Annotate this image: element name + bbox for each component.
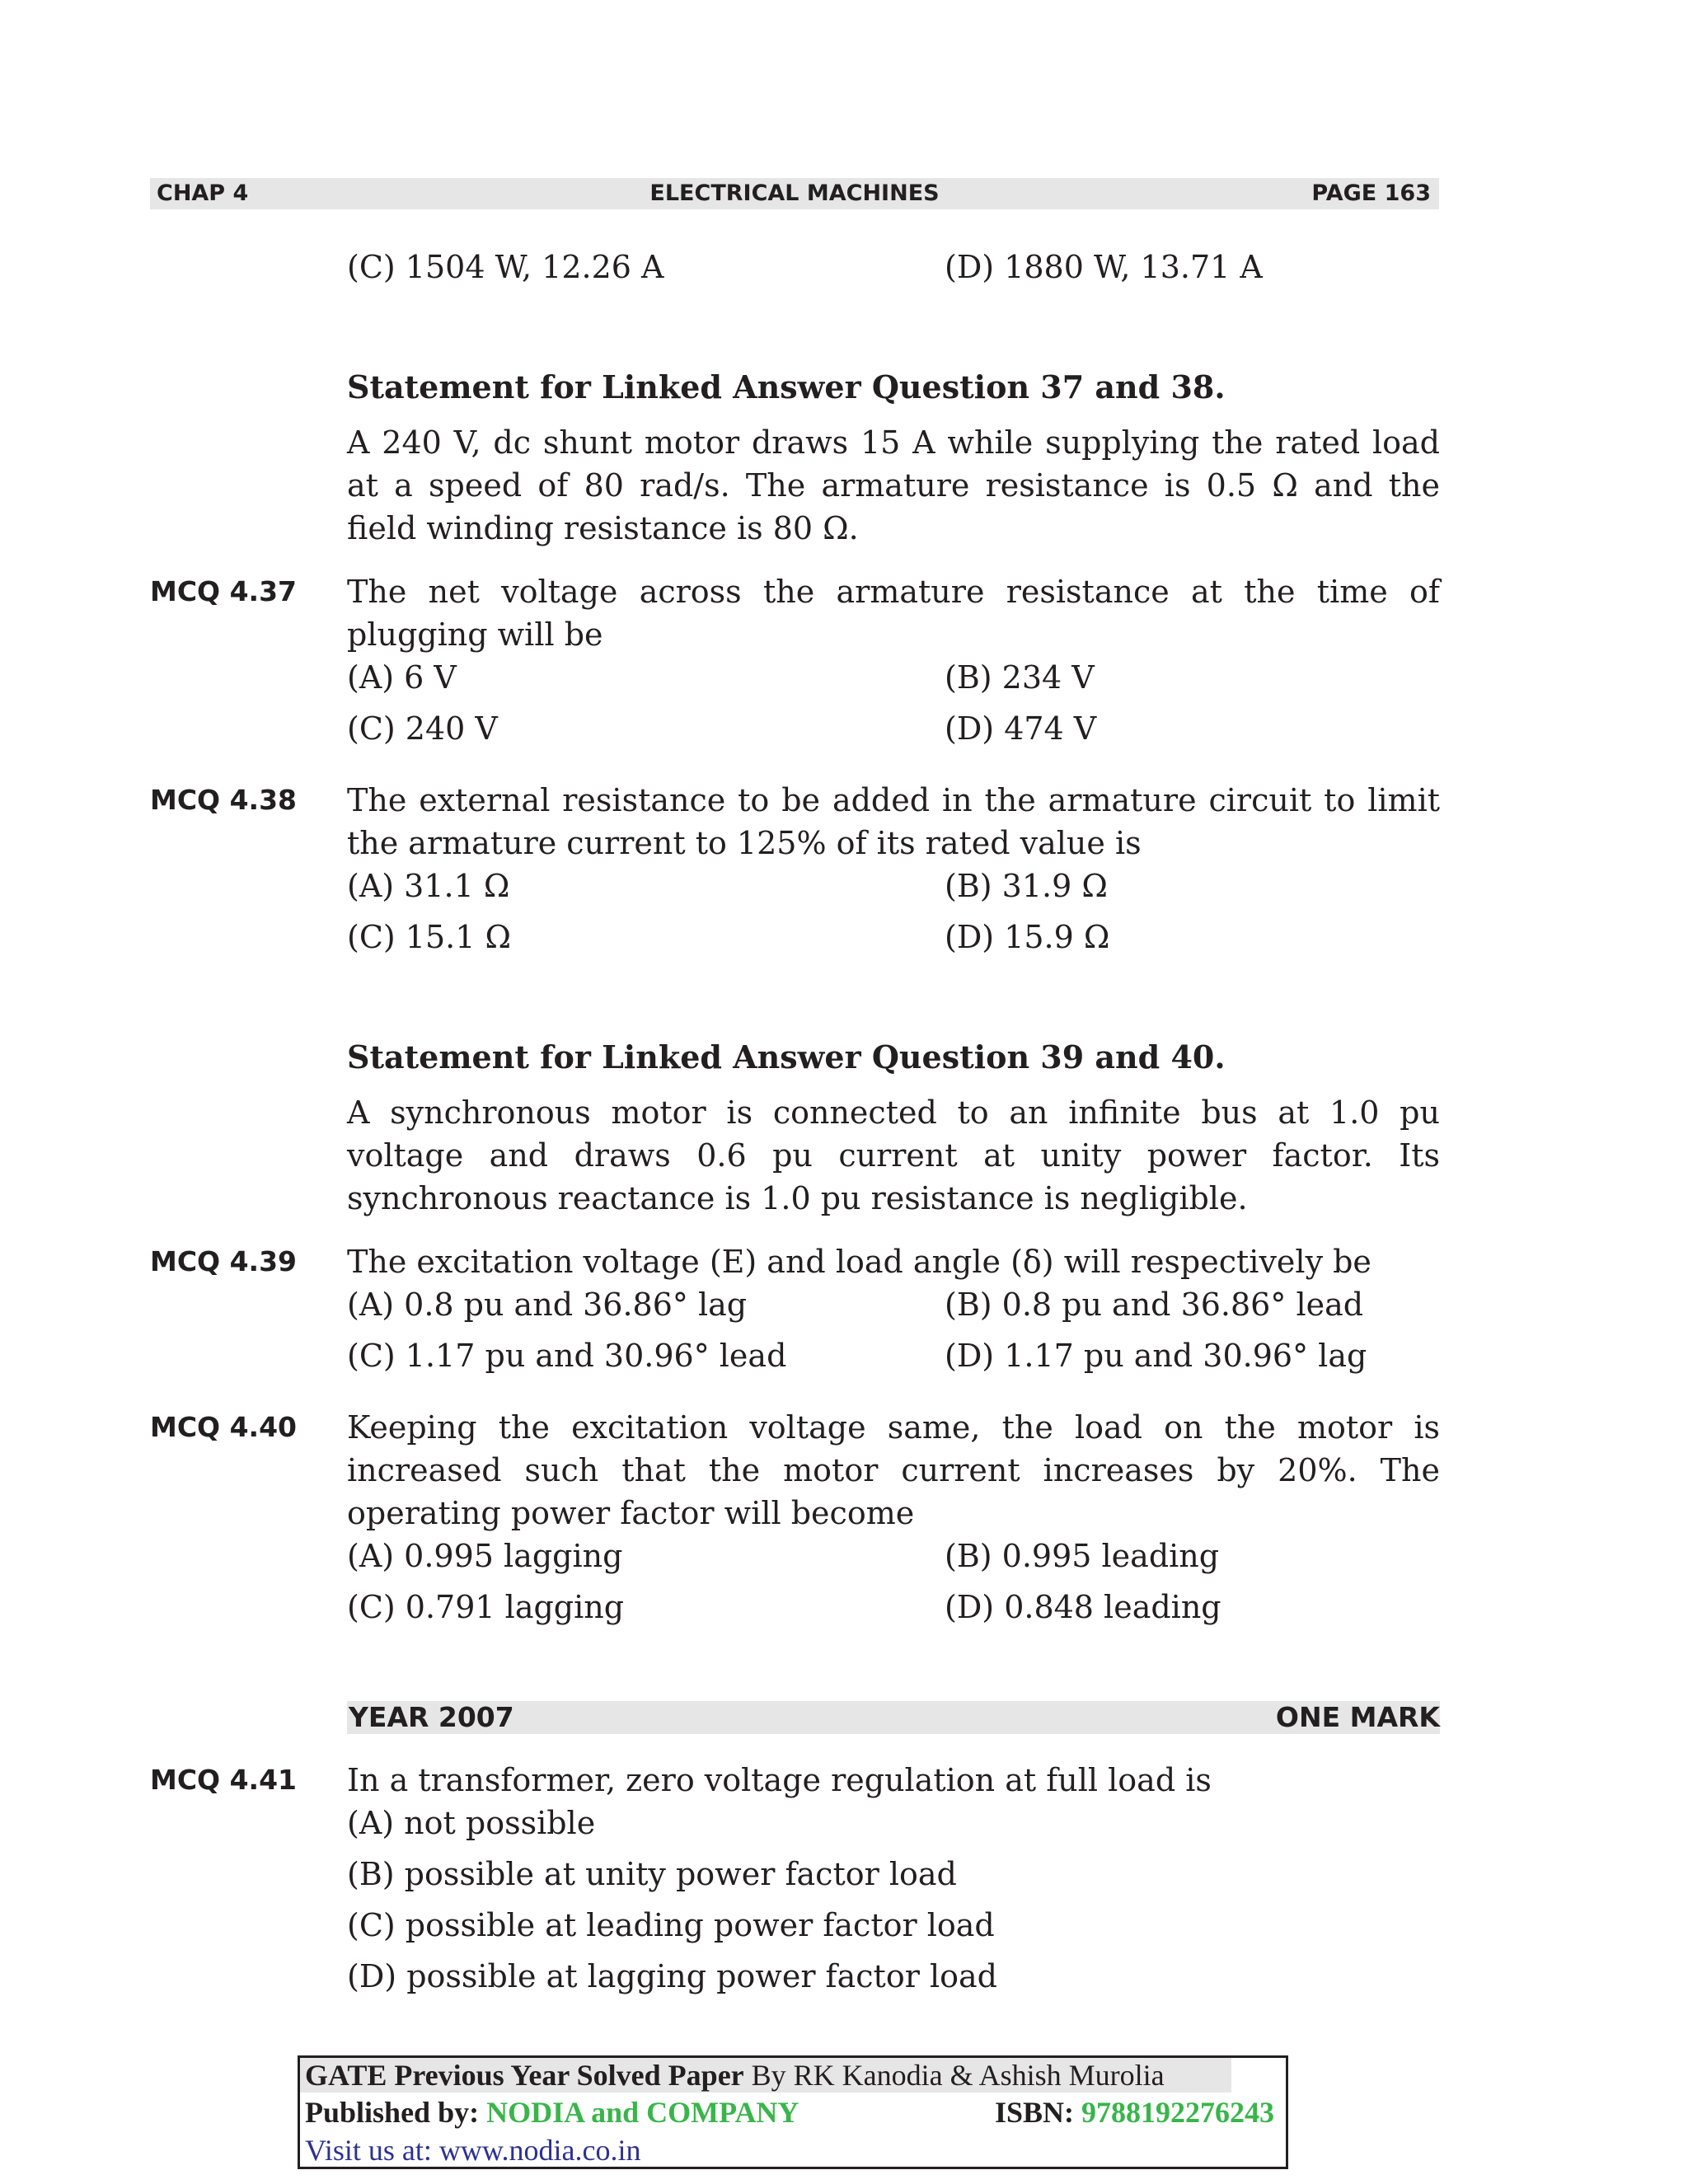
question-text: The net voltage across the armature resistance at the time of plugging will be — [347, 574, 1440, 653]
option-c: (C) 240 V — [347, 710, 498, 747]
option-d: (D) 1.17 pu and 30.96° lag — [945, 1338, 1367, 1374]
option-a: (A) 31.1 Ω — [347, 868, 510, 904]
prev-option-d: (D) 1880 W, 13.71 A — [945, 249, 1263, 285]
statement-text-39-40: A synchronous motor is connected to an infinite bus at 1.0 pu voltage and draws 0.6 pu current at unity power factor. Its synchronous reactance is 1.0 pu resistance is negligible. — [347, 1094, 1440, 1216]
option-b: (B) possible at unity power factor load — [347, 1856, 957, 1892]
publisher-footer — [298, 2055, 1288, 2169]
option-a: (A) not possible — [347, 1805, 596, 1841]
header-page-number: PAGE 163 — [1311, 180, 1431, 206]
question-text: The external resistance to be added in the armature circuit to limit the armature current to 125% of its rated value is — [347, 782, 1440, 861]
option-d: (D) 0.848 leading — [945, 1589, 1221, 1625]
footer-website-link[interactable]: Visit us at: www.nodia.co.in — [305, 2134, 641, 2167]
option-b: (B) 0.995 leading — [945, 1538, 1220, 1574]
header-chapter: CHAP 4 — [157, 180, 249, 206]
option-a: (A) 6 V — [347, 659, 457, 696]
footer-published-label: Published by: — [305, 2096, 480, 2129]
section-bar — [347, 1701, 1440, 1734]
option-d: (D) 474 V — [945, 710, 1097, 747]
statement-heading-39-40: Statement for Linked Answer Question 39 and 40. — [347, 1038, 1226, 1076]
option-b: (B) 234 V — [945, 659, 1095, 696]
footer-publisher-line — [305, 2094, 799, 2130]
footer-isbn-label: ISBN: — [994, 2096, 1074, 2129]
question-label: MCQ 4.37 — [150, 575, 298, 607]
statement-heading-37-38: Statement for Linked Answer Question 37 and 38. — [347, 368, 1226, 405]
footer-publisher-name: NODIA and COMPANY — [486, 2096, 799, 2129]
footer-authors: By RK Kanodia & Ashish Murolia — [751, 2059, 1165, 2092]
option-b: (B) 31.9 Ω — [945, 868, 1108, 904]
prev-option-c: (C) 1504 W, 12.26 A — [347, 249, 664, 285]
option-a: (A) 0.8 pu and 36.86° lag — [347, 1286, 748, 1323]
option-d: (D) possible at lagging power factor load — [347, 1958, 997, 1994]
option-c: (C) 0.791 lagging — [347, 1589, 625, 1625]
footer-isbn-line — [995, 2094, 1274, 2130]
header-title: ELECTRICAL MACHINES — [649, 180, 940, 206]
footer-book-line — [300, 2058, 1231, 2093]
footer-isbn: 9788192276243 — [1081, 2096, 1274, 2129]
section-year: YEAR 2007 — [349, 1701, 514, 1733]
section-marks: ONE MARK — [1275, 1701, 1440, 1733]
running-header — [150, 178, 1439, 209]
question-label: MCQ 4.40 — [150, 1411, 298, 1443]
question-text: In a transformer, zero voltage regulation at full load is — [347, 1762, 1212, 1798]
option-d: (D) 15.9 Ω — [945, 919, 1110, 955]
option-c: (C) 15.1 Ω — [347, 919, 511, 955]
footer-book-title: GATE Previous Year Solved Paper — [305, 2059, 744, 2092]
option-c: (C) possible at leading power factor load — [347, 1907, 995, 1943]
option-c: (C) 1.17 pu and 30.96° lead — [347, 1338, 787, 1374]
question-label: MCQ 4.38 — [150, 784, 298, 816]
question-label: MCQ 4.41 — [150, 1764, 298, 1796]
question-label: MCQ 4.39 — [150, 1245, 298, 1277]
question-text: Keeping the excitation voltage same, the load on the motor is increased such that the motor current increases by 20%. The operating power factor will become — [347, 1409, 1440, 1531]
option-b: (B) 0.8 pu and 36.86° lead — [945, 1286, 1364, 1323]
option-a: (A) 0.995 lagging — [347, 1538, 623, 1574]
question-text: The excitation voltage (E) and load angle (δ) will respectively be — [347, 1244, 1372, 1280]
statement-text-37-38: A 240 V, dc shunt motor draws 15 A while supplying the rated load at a speed of 80 rad/s. The armature resistance is 0.5 Ω and the field winding resistance is 80 Ω. — [347, 424, 1440, 546]
